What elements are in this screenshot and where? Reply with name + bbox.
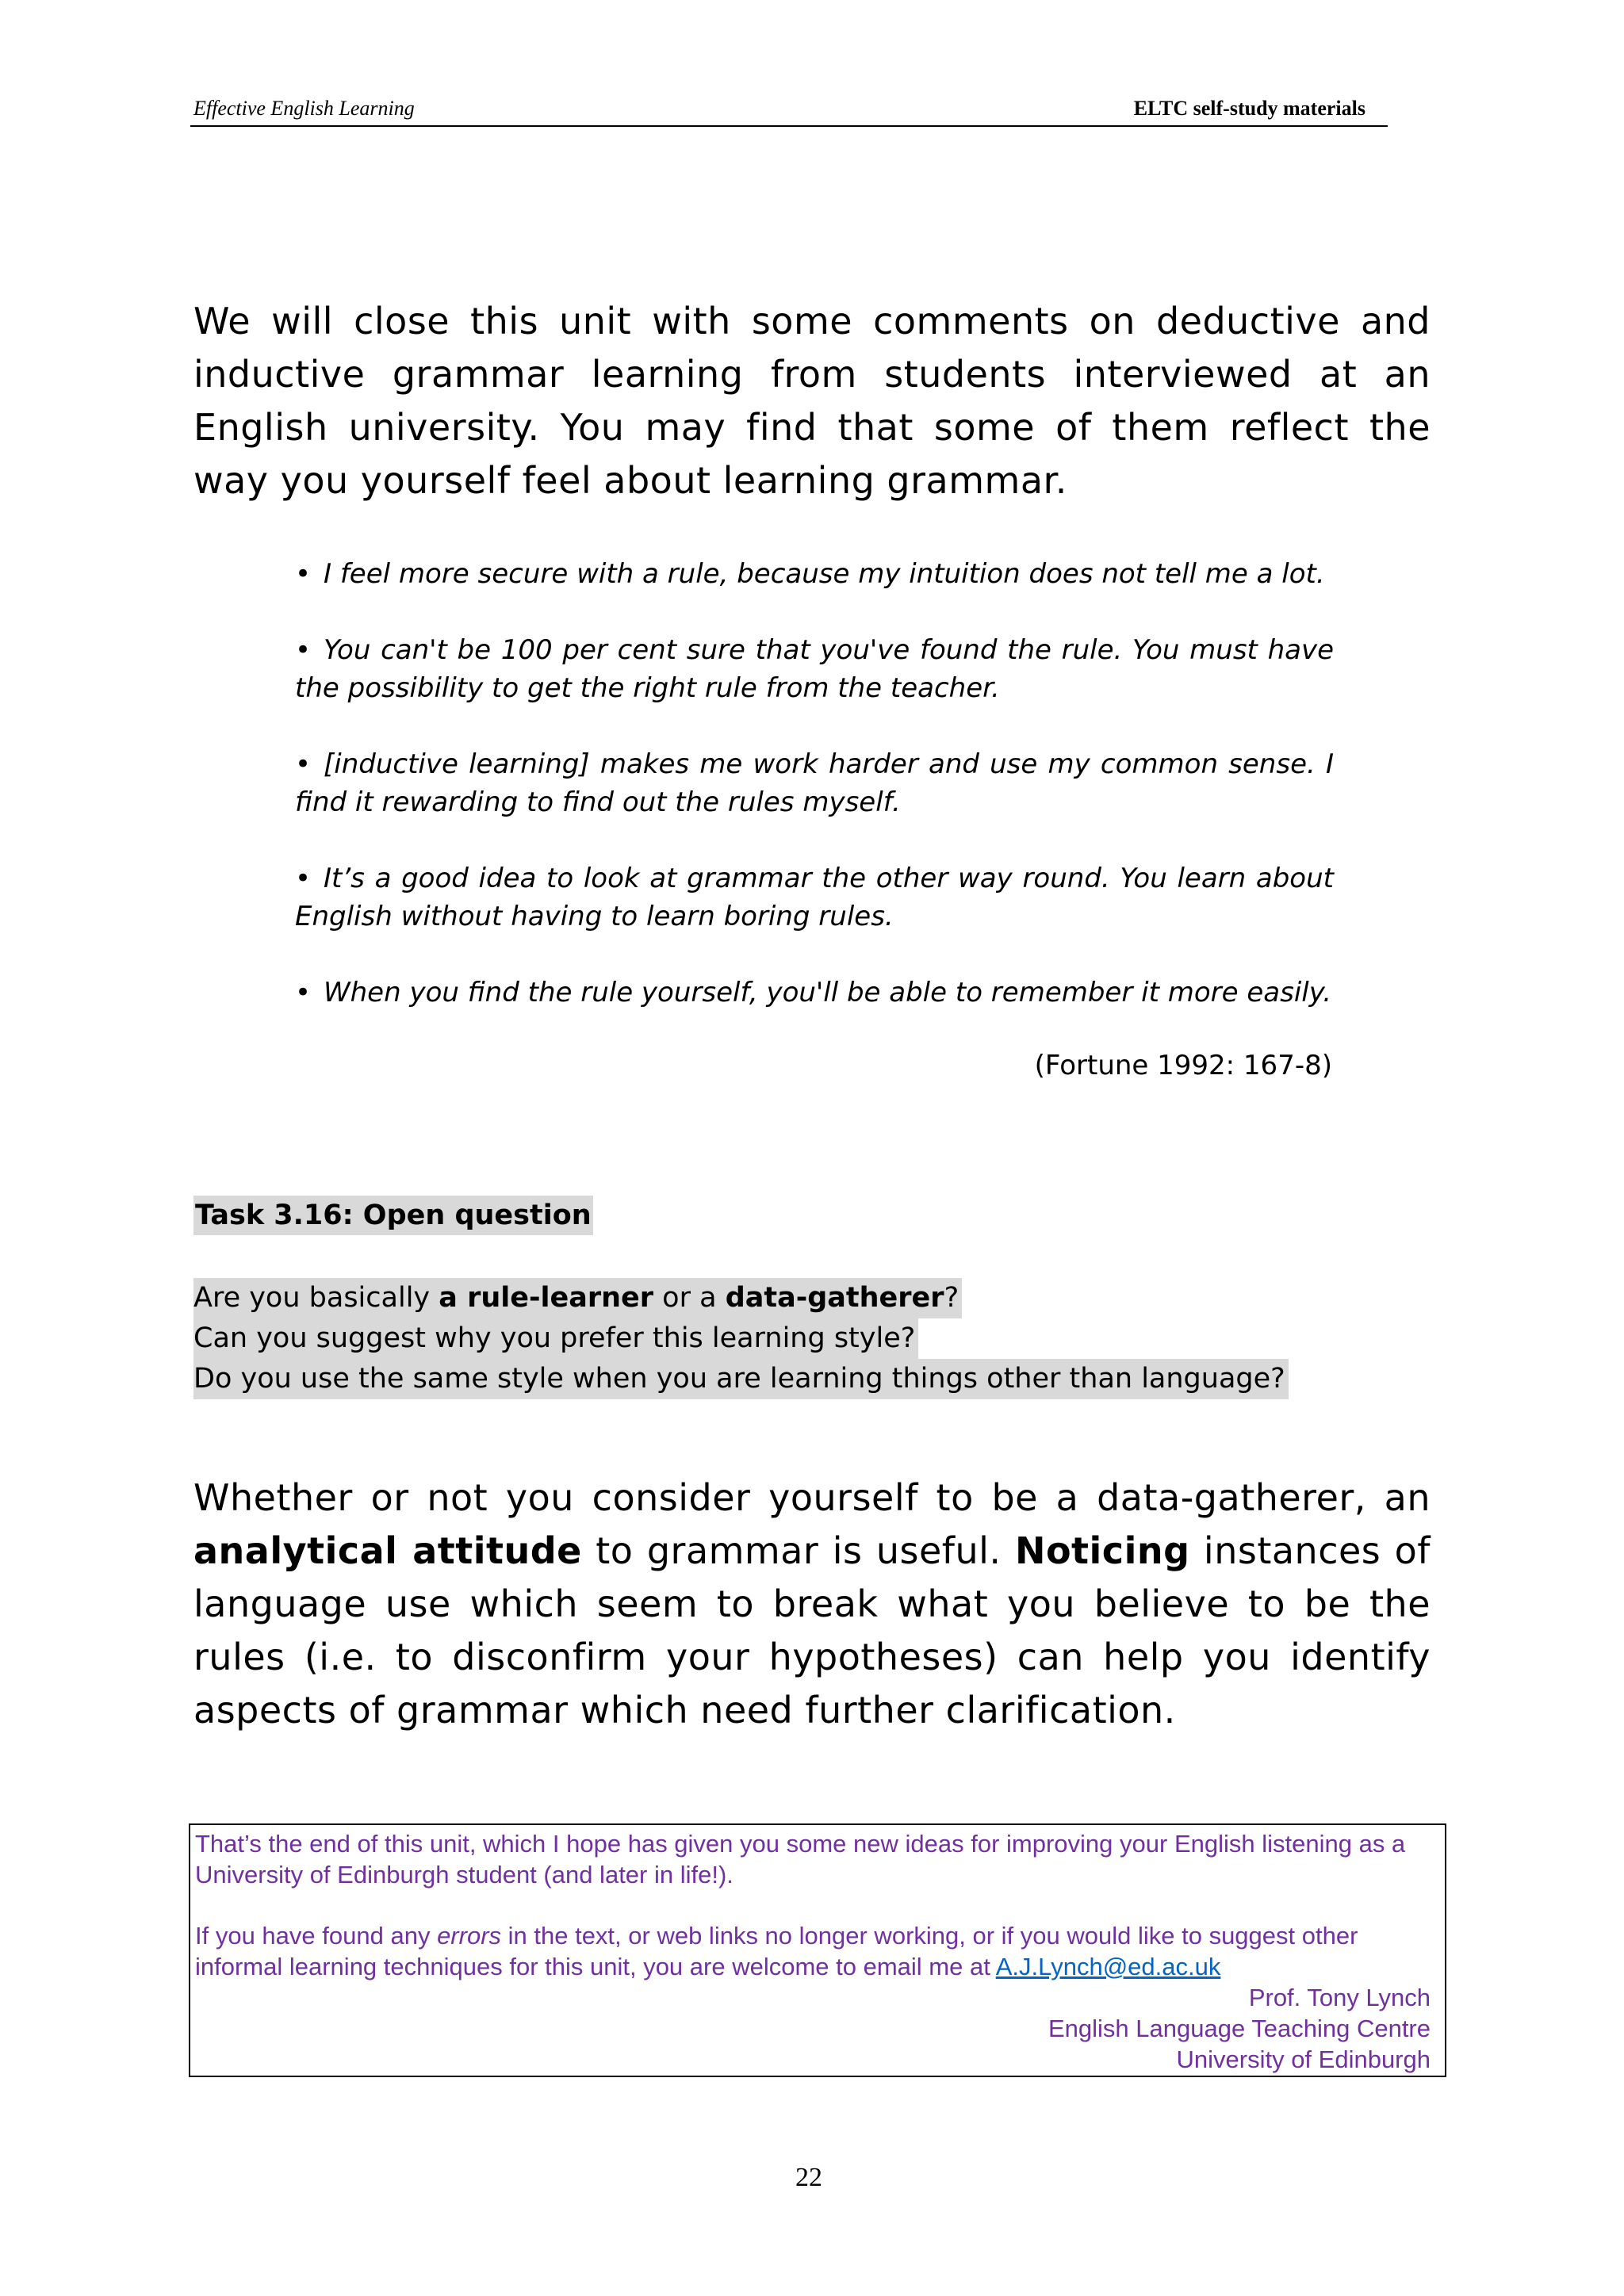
closing-text: to grammar is useful. xyxy=(581,1529,1015,1572)
feedback-emphasis: errors xyxy=(437,1922,502,1950)
closing-term-noticing: Noticing xyxy=(1014,1529,1190,1572)
task-question-2: Can you suggest why you prefer this learning style? xyxy=(193,1318,918,1359)
header-series: ELTC self-study materials xyxy=(1133,97,1365,120)
signature-university: University of Edinburgh xyxy=(1176,2045,1431,2073)
closing-paragraph xyxy=(193,1471,1431,1737)
quote-item xyxy=(295,745,1334,821)
task-question-text: ? xyxy=(944,1282,959,1314)
feedback-text: If you have found any xyxy=(195,1922,438,1950)
quote-text: [inductive learning] makes me work harder and use my common sense. I find it rewarding to find out the rules myself. xyxy=(295,748,1334,818)
email-link[interactable]: A.J.Lynch@ed.ac.uk xyxy=(995,1953,1221,1980)
task-title: Task 3.16: Open question xyxy=(193,1196,593,1235)
bullet-icon: • xyxy=(295,863,312,894)
quote-citation: (Fortune 1992: 167-8) xyxy=(1034,1050,1332,1081)
closing-term-analytical-attitude: analytical attitude xyxy=(193,1529,582,1572)
quote-text: When you find the rule yourself, you'll be able to remember it more easily. xyxy=(324,977,1331,1008)
signature-name: Prof. Tony Lynch xyxy=(1248,1984,1431,2011)
end-note: That’s the end of this unit, which I hope has given you some new ideas for improving your English listening as a University of Edinburgh student (and later in life!). xyxy=(195,1830,1406,1888)
intro-paragraph: We will close this unit with some comments on deductive and inductive grammar learning from students interviewed at an English university. You may find that some of them reflect the way you yourself feel about learning grammar. xyxy=(193,300,1431,502)
running-header xyxy=(190,94,1388,127)
quote-item xyxy=(295,555,1334,593)
task-term-rule-learner: a rule-learner xyxy=(439,1282,654,1314)
task-term-data-gatherer: data-gatherer xyxy=(725,1282,944,1314)
quote-text: It’s a good idea to look at grammar the other way round. You learn about English without having to learn boring rules. xyxy=(295,863,1334,932)
bullet-icon: • xyxy=(295,748,312,780)
closing-text: Whether or not you consider yourself to be a data-gatherer, an xyxy=(193,1476,1431,1519)
feedback-note xyxy=(195,1920,1431,1982)
quote-text: I feel more secure with a rule, because my intuition does not tell me a lot. xyxy=(324,558,1325,590)
bullet-icon: • xyxy=(295,558,312,590)
task-question-3: Do you use the same style when you are learning things other than language? xyxy=(193,1359,1289,1399)
student-quotes-list xyxy=(295,555,1334,1050)
closing-text: instances of language use which seem to break what you believe to be the rules (i.e. to disconfirm your hypotheses) can help you identify aspects of grammar which need further clarification. xyxy=(193,1529,1431,1732)
quote-item xyxy=(295,859,1334,936)
quote-item xyxy=(295,974,1334,1012)
end-of-unit-box xyxy=(189,1823,1446,2077)
feedback-text: in the text, or web links no longer working, or if you would like to suggest other informal learning techniques for this unit, you are welcome to email me at xyxy=(195,1922,1358,1980)
task-question-1 xyxy=(193,1278,962,1318)
quote-text: You can't be 100 per cent sure that you've found the rule. You must have the possibility to get the right rule from the teacher. xyxy=(295,634,1334,704)
page-number: 22 xyxy=(795,2163,822,2192)
quote-item xyxy=(295,631,1334,707)
task-question-text: Are you basically xyxy=(193,1282,439,1314)
bullet-icon: • xyxy=(295,977,312,1008)
bullet-icon: • xyxy=(295,634,312,666)
task-question-text: or a xyxy=(653,1282,726,1314)
header-title: Effective English Learning xyxy=(193,97,415,120)
signature-department: English Language Teaching Centre xyxy=(1048,2015,1431,2042)
task-questions xyxy=(193,1278,1289,1399)
